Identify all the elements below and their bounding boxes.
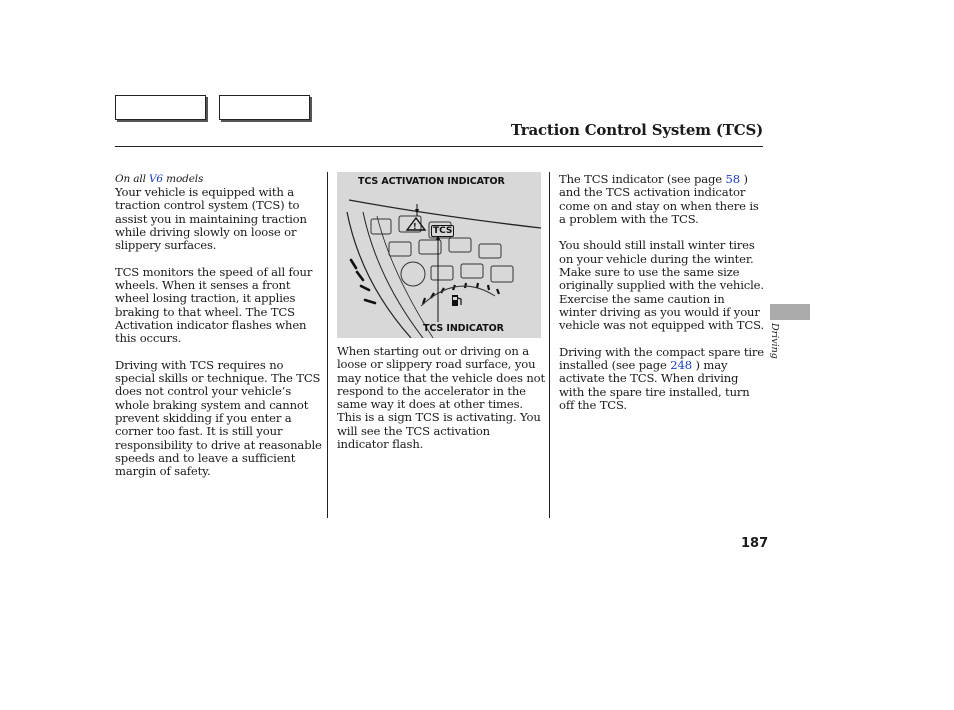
tcs-indicator-label: TCS INDICATOR <box>423 323 504 334</box>
tcs-indicator-text-2: ) and the TCS activation indicator come on and stay on when there is a problem with the TCS. <box>559 172 759 226</box>
title-rule <box>115 146 763 147</box>
text-column-2 <box>337 345 545 465</box>
paragraph-tcs-monitors: TCS monitors the speed of all four wheels. When it senses a front wheel losing traction, it applies braking to that wheel. The TCS Activation indicator flashes when this occurs. <box>115 264 313 346</box>
paragraph-spare-tire <box>559 346 765 412</box>
column-divider-1 <box>327 172 328 518</box>
model-note-suffix: models <box>162 173 204 185</box>
paragraph-tcs-technique: Driving with TCS requires no special skills or technique. The TCS does not control your vehicle’s whole braking system and cannot prevent skidding if you enter a corner too fast. It is still your responsibility to drive at reasonable speeds and to leave a sufficient margin of safety. <box>115 357 322 479</box>
nav-button-1[interactable] <box>115 95 206 120</box>
spare-tire-text-2: ) may activate the TCS. When driving with the spare tire installed, turn off the TCS. <box>559 358 750 413</box>
spare-tire-text-1: Driving with the compact spare tire installed (see page <box>559 344 765 373</box>
page-number: 187 <box>741 536 769 551</box>
instrument-panel-figure <box>337 172 541 338</box>
paragraph-winter-tires: You should still install winter tires on your vehicle during the winter. Make sure to use the same size originally supplied with the vehicle. Exercise the same caution in winter driving as you would if your vehicle was not equipped with TCS. <box>559 238 765 333</box>
tcs-indicator-icon: TCS <box>433 226 453 236</box>
section-tab[interactable] <box>770 304 810 320</box>
paragraph-starting-out: When starting out or driving on a loose or slippery road surface, you may notice that the vehicle does not respond to the accelerator in the same way it does at other times. This is a sign TCS is activating. You will see the TCS activation indicator flash. <box>337 344 545 452</box>
paragraph-tcs-indicator <box>559 173 765 226</box>
page-title: Traction Control System (TCS) <box>510 121 763 139</box>
text-column-1 <box>115 173 323 492</box>
tcs-activation-indicator-label: TCS ACTIVATION INDICATOR <box>358 176 505 187</box>
warning-triangle-mark: ! <box>413 222 417 231</box>
model-note-prefix: On all <box>115 173 149 185</box>
page-248-link[interactable]: 248 <box>670 358 692 373</box>
text-column-3 <box>559 173 765 426</box>
page-58-link[interactable]: 58 <box>725 172 740 186</box>
tcs-indicator-text-1: The TCS indicator (see page <box>559 172 726 186</box>
v6-link[interactable]: V6 <box>148 173 163 185</box>
fuel-pump-icon <box>451 293 463 307</box>
gauge-illustration <box>337 172 541 338</box>
paragraph-tcs-intro: Your vehicle is equipped with a traction control system (TCS) to assist you in maintaining traction while driving slowly on loose or slippery surfaces. <box>115 185 307 253</box>
section-label: Driving <box>769 323 780 359</box>
nav-button-2[interactable] <box>219 95 310 120</box>
column-divider-2 <box>549 172 550 518</box>
